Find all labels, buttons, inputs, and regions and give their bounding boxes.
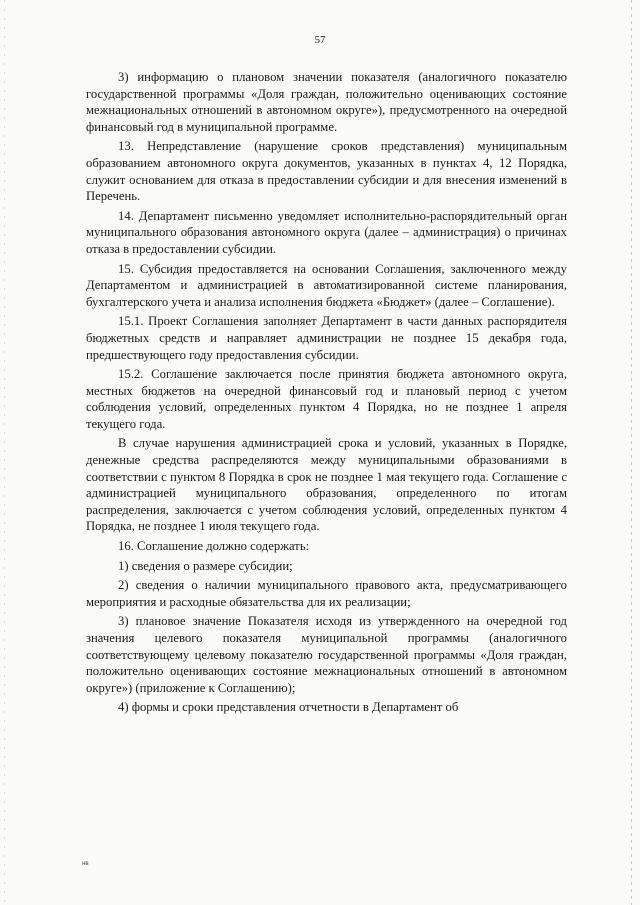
paragraph: 14. Департамент письменно уведомляет исполнительно-распорядительный орган муниципального образования автономного округа (далее – администрация) о причинах отказа в предоставлении субсидии. — [86, 208, 567, 256]
paragraph: 2) сведения о наличии муниципального правового акта, предусматривающего мероприятия и расходные обязательства для их реализации; — [86, 578, 567, 609]
paragraph: 1) сведения о размере субсидии; — [118, 558, 293, 573]
scan-edge-right — [631, 0, 632, 905]
paragraph: В случае нарушения администрацией срока и условий, указанных в Порядке, денежные средства распределяются между муниципальными образованиями в соответствии с пунктом 8 Порядка в срок не позднее 1 мая текущего года. Соглашение с администрацией муниципального образования, определенного по итогам распределения, заключается с учетом соблюдения условий, определенных пунктом 4 Порядка, не позднее 1 июля текущего года. — [86, 436, 567, 534]
paragraph: 16. Соглашение должно содержать: — [118, 539, 310, 554]
paragraph: 3) плановое значение Показателя исходя из утвержденного на очередной год значения целевого показателя муниципальной программы (аналогичного соответствующему целевому показателю государственной программы «Доля граждан, положительно оценивающих состояние межнациональных отношений в автономном округе») (приложение к Соглашению); — [86, 614, 567, 695]
footer-code: нв — [82, 861, 89, 867]
paragraph: 13. Непредставление (нарушение сроков представления) муниципальным образованием автономного округа документов, указанных в пунктах 4, 12 Порядка, служит основанием для отказа в предоставлении субсидии и для внесения изменений в Перечень. — [86, 139, 567, 204]
document-body — [86, 69, 567, 719]
paragraph: 15.2. Соглашение заключается после принятия бюджета автономного округа, местных бюджетов на очередной финансовый год и плановый период с учетом соблюдения условий, определенных пунктом 4 Порядка, но не позднее 1 апреля текущего года. — [86, 367, 567, 431]
paragraph: 15.1. Проект Соглашения заполняет Департамент в части данных распорядителя бюджетных средств и направляет администрации не позднее 15 декабря года, предшествующего году предоставления субсидии. — [86, 314, 567, 362]
page-number: 57 — [314, 34, 326, 46]
paragraph: 4) формы и сроки представления отчетности в Департамент об — [118, 700, 459, 715]
scan-edge-left — [4, 0, 5, 905]
paragraph: 3) информацию о плановом значении показателя (аналогичного показателю государственной программы «Доля граждан, положительно оценивающих состояние межнациональных отношений в автономном округе»), предусмотренного на очередной финансовый год в муниципальной программе. — [86, 70, 567, 134]
paragraph: 15. Субсидия предоставляется на основании Соглашения, заключенного между Департаментом и администрацией в автоматизированной системе планирования, бухгалтерского учета и анализа исполнения бюджета «Бюджет» (далее – Соглашение). — [86, 261, 567, 309]
